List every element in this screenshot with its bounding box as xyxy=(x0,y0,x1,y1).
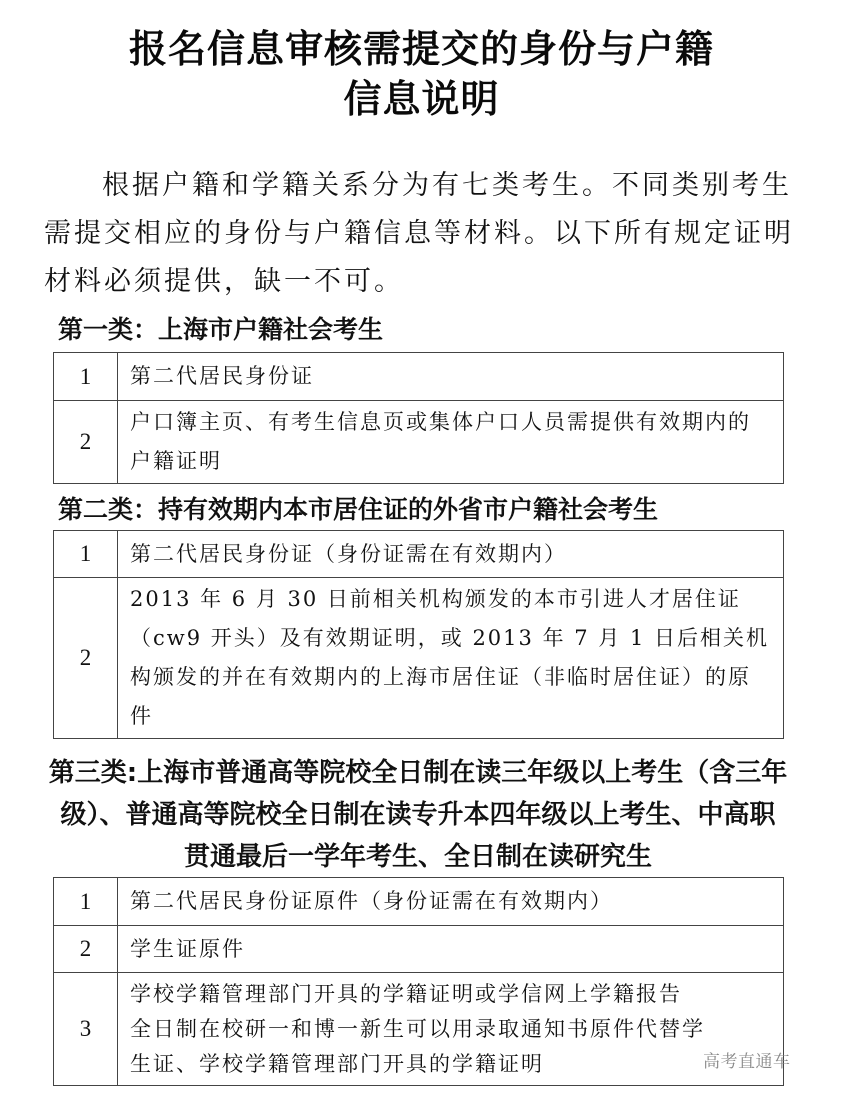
table-row xyxy=(54,926,784,973)
page-title-line2: 信息说明 xyxy=(343,76,500,121)
row-text: 户口簿主页、有考生信息页或集体户口人员需提供有效期内的户籍证明 xyxy=(118,401,784,484)
row-number: 2 xyxy=(54,926,118,973)
row-number: 2 xyxy=(54,401,118,484)
row-text: 第二代居民身份证原件（身份证需在有效期内） xyxy=(118,878,784,926)
row-text-group xyxy=(118,973,784,1086)
category-1-heading: 第一类：上海市户籍社会考生 xyxy=(58,315,384,344)
category-3-table xyxy=(53,877,784,1086)
row-number: 1 xyxy=(54,878,118,926)
category-3-heading: 第三类:上海市普通高等院校全日制在读三年级以上考生（含三年级）、普通高等院校全日制在读专升本四年级以上考生、中高职贯通最后一学年考生、全日制在读研究生 xyxy=(48,758,788,872)
row-text-note: 全日制在校研一和博一新生可以用录取通知书原件代替学生证、学校学籍管理部门开具的学籍证明 xyxy=(130,1016,705,1076)
category-2-heading: 第二类：持有效期内本市居住证的外省市户籍社会考生 xyxy=(58,495,659,524)
row-text: 学校学籍管理部门开具的学籍证明或学信网上学籍报告 xyxy=(130,981,682,1006)
row-number: 3 xyxy=(54,973,118,1086)
table-row xyxy=(54,531,784,578)
page-title-line1: 报名信息审核需提交的身份与户籍 xyxy=(128,26,714,71)
watermark: 高考直通车 xyxy=(703,1052,791,1072)
row-number: 1 xyxy=(54,353,118,401)
intro-paragraph xyxy=(44,162,796,306)
row-text: 第二代居民身份证（身份证需在有效期内） xyxy=(118,531,784,578)
table-row xyxy=(54,878,784,926)
table-row xyxy=(54,973,784,1086)
row-text: 学生证原件 xyxy=(118,926,784,973)
category-1-table xyxy=(53,352,784,484)
row-number: 2 xyxy=(54,578,118,739)
row-text: 2013 年 6 月 30 日前相关机构颁发的本市引进人才居住证（cw9 开头）及有效期证明，或 2013 年 7 月 1 日后相关机构颁发的并在有效期内的上海市居住证（非临时居住证）的原件 xyxy=(118,578,784,739)
category-2-table xyxy=(53,530,784,739)
intro-text: 根据户籍和学籍关系分为有七类考生。不同类别考生需提交相应的身份与户籍信息等材料。以下所有规定证明材料必须提供，缺一不可。 xyxy=(44,170,794,297)
row-number: 1 xyxy=(54,531,118,578)
table-row xyxy=(54,353,784,401)
table-row xyxy=(54,578,784,739)
table-row xyxy=(54,401,784,484)
row-text: 第二代居民身份证 xyxy=(118,353,784,401)
